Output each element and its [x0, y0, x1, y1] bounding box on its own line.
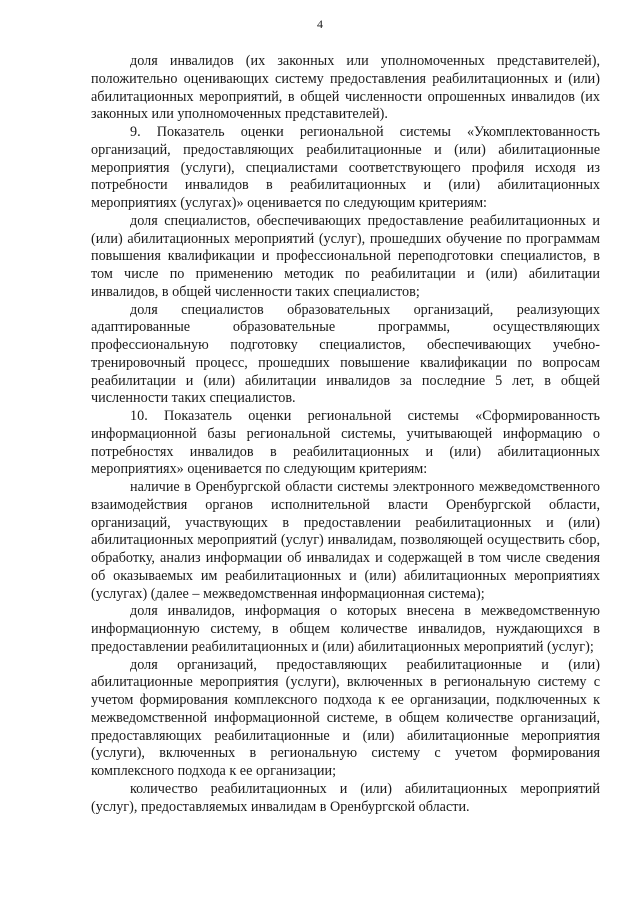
paragraph-indicator-9: 9. Показатель оценки региональной системы «Укомплектованность организаций, предоставляющих реабилитационные и (или) абилитационные мероприятия (услуги), специалистами соответствующего профиля исходя из потребности инвалидов в реабилитационных и (или) абилитационных мероприятиях (услугах)» оценивается по следующим критериям:	[91, 124, 600, 211]
paragraph-disabled-share: доля инвалидов, информация о которых внесена в межведомственную информационную систему, в общем количестве инвалидов, нуждающихся в предоставлении реабилитационных и (или) абилитационных мероприятий (услуг);	[91, 603, 600, 655]
paragraph-organizations-share: доля организаций, предоставляющих реабилитационные и (или) абилитационные мероприятия (услуги), включенных в региональную систему с учетом формирования комплексного подхода к ее организации, подключенных к межведомственной информационной системе, в общем количестве организаций, предоставляющих реабилитационные и (или) абилитационные мероприятия (услуги), включенных в региональную систему с учетом формирования комплексного подхода к ее организации;	[91, 656, 600, 779]
document-body	[91, 53, 600, 816]
paragraph-services-count: количество реабилитационных и (или) абилитационных мероприятий (услуг), предоставляемых инвалидам в Оренбургской области.	[91, 780, 600, 815]
page-number: 4	[317, 17, 323, 31]
paragraph-survey-share: доля инвалидов (их законных или уполномоченных представителей), положительно оценивающих систему предоставления реабилитационных и (или) абилитационных мероприятий, в общей численности опрошенных инвалидов (их законных или уполномоченных представителей).	[91, 53, 600, 123]
paragraph-specialists-trained: доля специалистов, обеспечивающих предоставление реабилитационных и (или) абилитационных мероприятий (услуг), прошедших обучение по программам повышения квалификации и профессиональной переподготовки специалистов, в том числе по применению методик по реабилитации и (или) абилитации инвалидов, в общей численности таких специалистов;	[91, 212, 600, 300]
paragraph-education-specialists: доля специалистов образовательных организаций, реализующих адаптированные образовательные программы, осуществляющих профессиональную подготовку специалистов, обеспечивающих учебно-тренировочный процесс, прошедших повышение квалификации по вопросам реабилитации и (или) абилитации инвалидов за последние 5 лет, в общей численности таких специалистов.	[91, 301, 600, 407]
paragraph-electronic-system: наличие в Оренбургской области системы электронного межведомственного взаимодействия органов исполнительной власти Оренбургской области, организаций, участвующих в предоставлении реабилитационных и (или) абилитационных мероприятий (услуг) инвалидам, позволяющей осуществить сбор, обработку, анализ информации об инвалидах и содержащей в том числе сведения об оказываемых им реабилитационных и (или) абилитационных мероприятиях (услугах) (далее – межведомственная информационная система);	[91, 479, 600, 602]
paragraph-indicator-10: 10. Показатель оценки региональной системы «Сформированность информационной базы региональной системы, учитывающей информацию о потребностях инвалидов в реабилитационных и (или) абилитационных мероприятиях» оценивается по следующим критериям:	[91, 408, 600, 478]
